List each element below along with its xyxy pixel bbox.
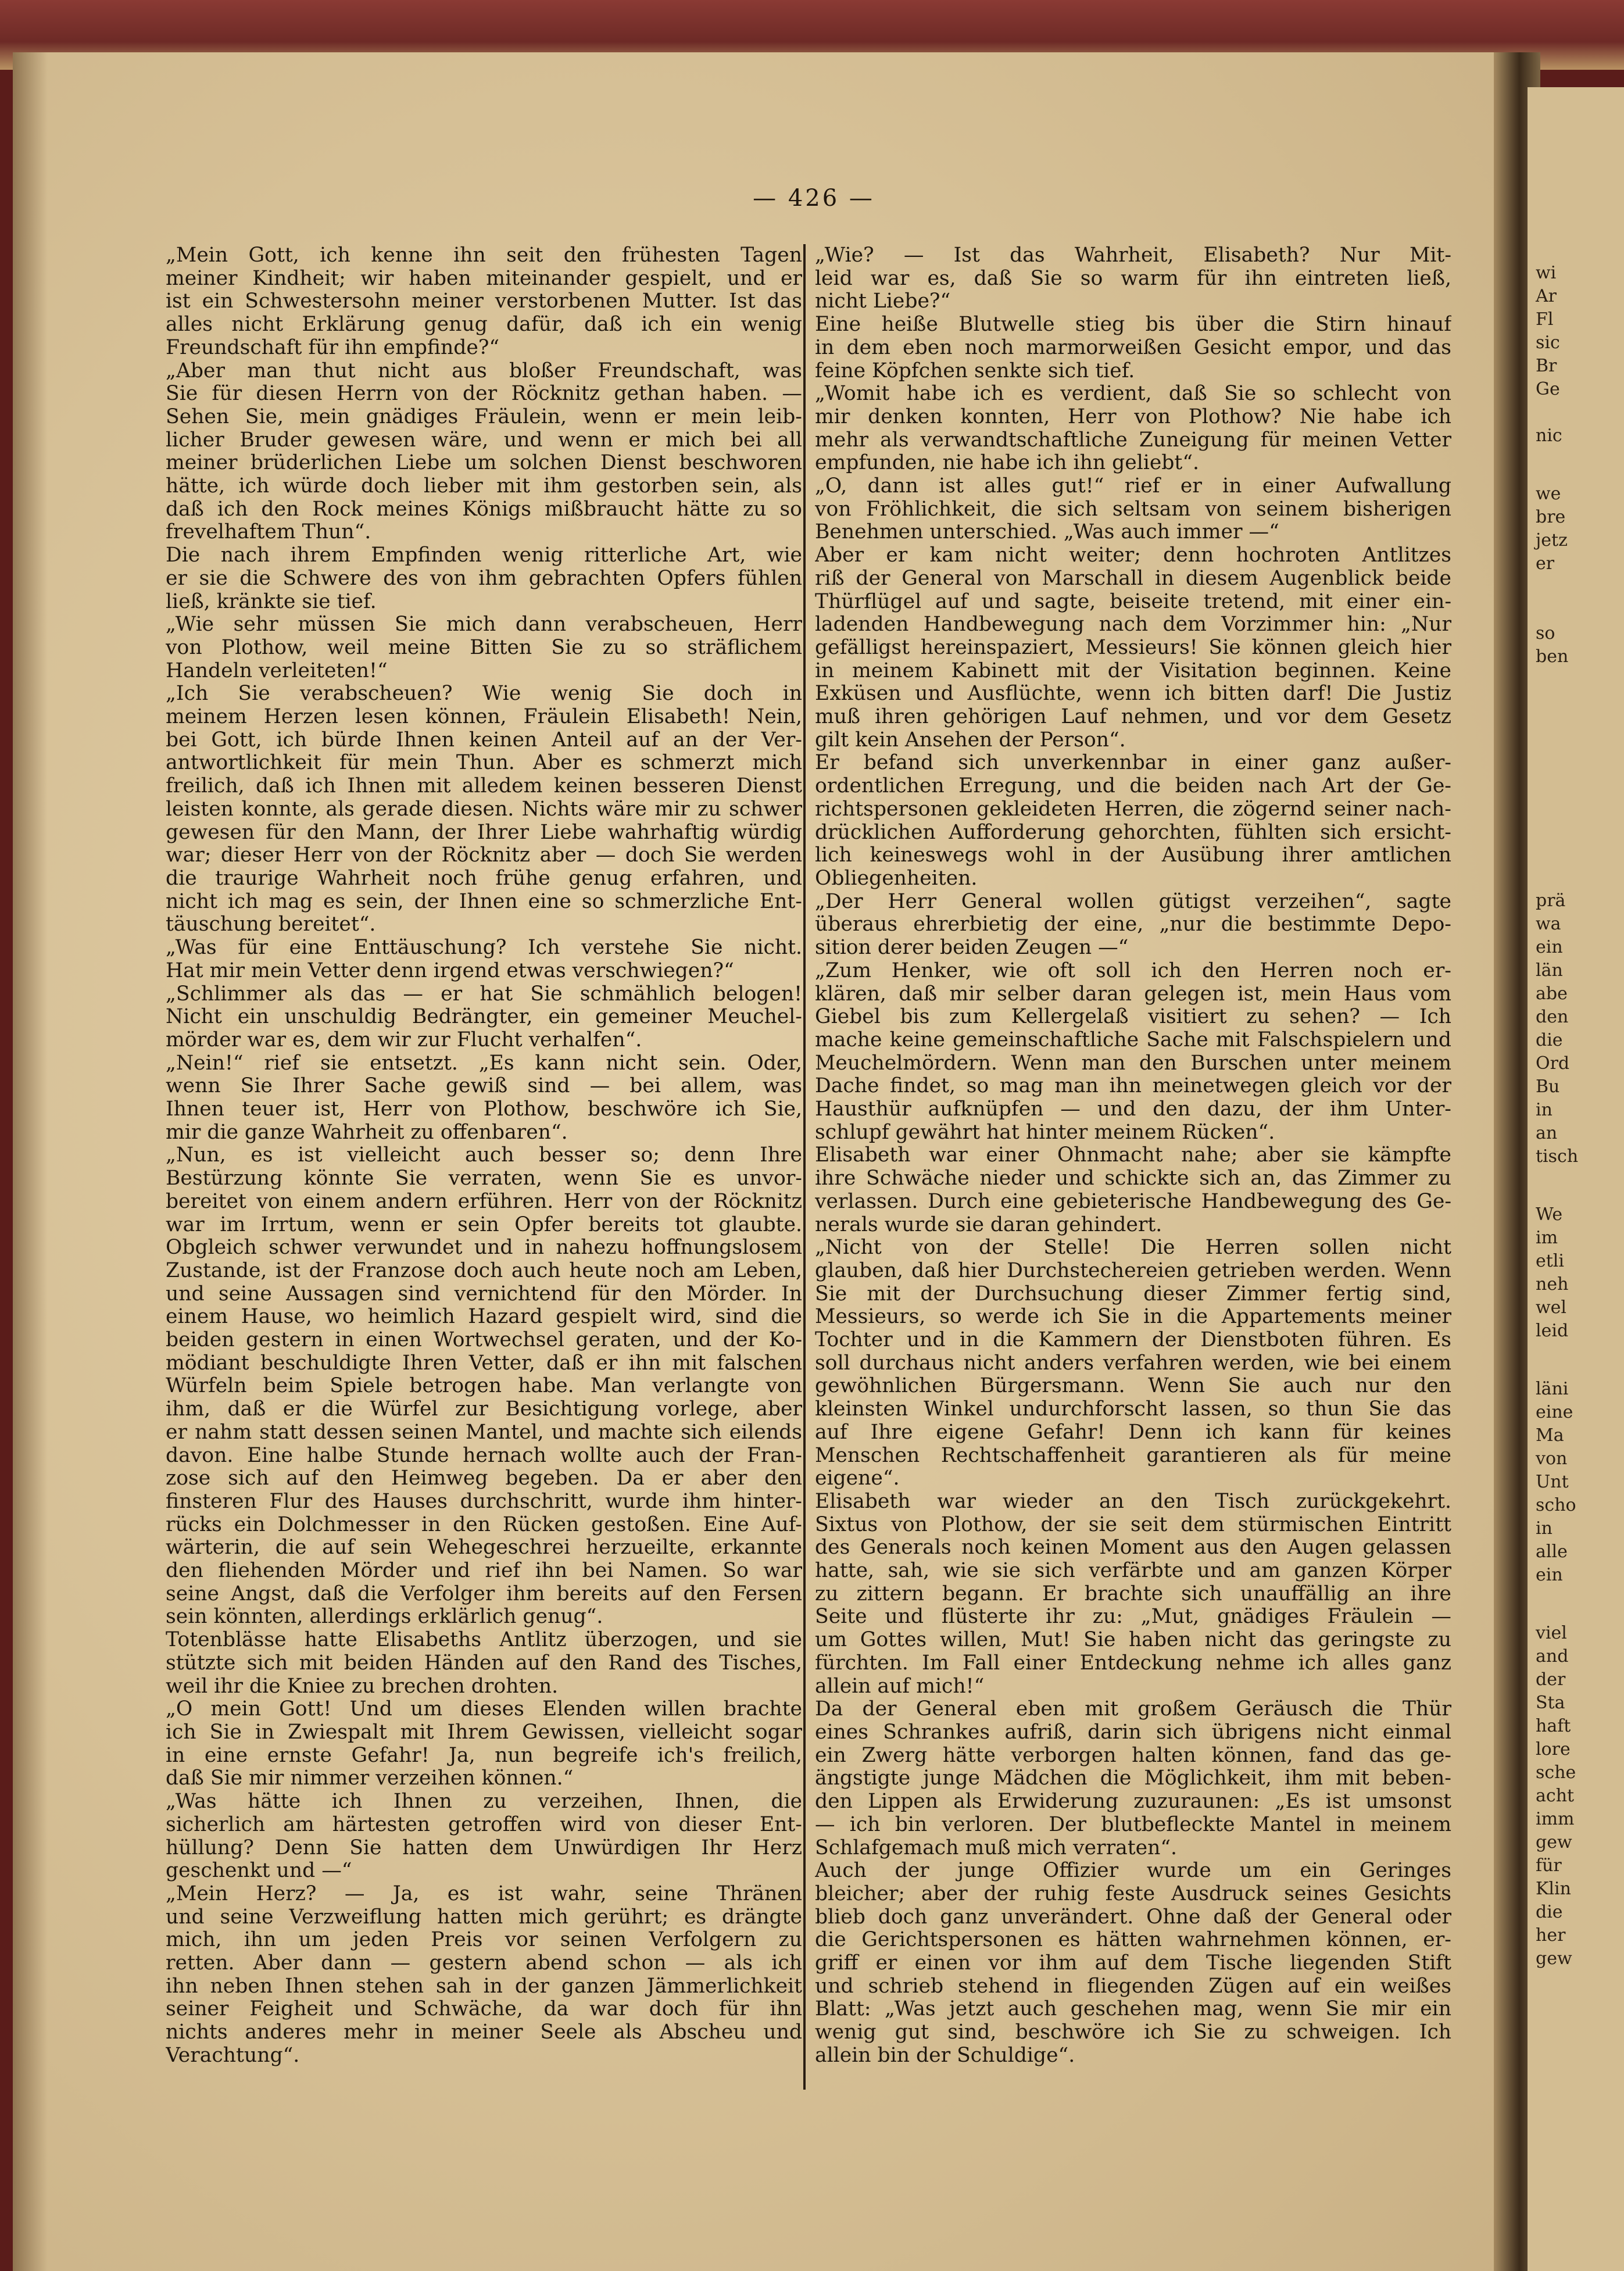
paragraph [166, 1629, 802, 1698]
text-line: licher Bruder gewesen wäre, und wenn er mich bei all [166, 428, 802, 452]
text-line: alles nicht Erklärung genug dafür, daß ich ein wenig [166, 313, 802, 337]
text-line: bei Gott, ich bürde Ihnen keinen Anteil auf an der Ver- [166, 728, 802, 752]
paragraph [166, 244, 802, 360]
text-line: sein könnten, allerdings erklärlich genug“. [166, 1605, 603, 1629]
text-line: ladenden Handbewegung nach dem Vorzimmer hin: „Nur [815, 613, 1451, 636]
text-line: Nicht ein unschuldig Bedrängter, ein gemeiner Meuchel- [166, 1006, 802, 1029]
text-line: Die nach ihrem Empfinden wenig ritterliche Art, wie [166, 544, 802, 567]
text-line: ein Zwerg hätte verborgen halten können, fand das ge- [815, 1744, 1451, 1767]
text-line: nicht ich mag es sein, der Ihnen eine so schmerzliche Ent- [166, 890, 802, 913]
paragraph [815, 960, 1451, 1145]
facing-page-edge [1528, 87, 1624, 2271]
edge-fragment: jetz [1536, 530, 1568, 550]
edge-fragment: Ge [1536, 379, 1560, 399]
edge-fragment: Fl [1536, 309, 1554, 330]
text-line: drücklichen Aufforderung gehorchten, fühlten sich ersicht- [815, 821, 1451, 844]
text-line: stützte sich mit beiden Händen auf den Rand des Tisches, [166, 1651, 802, 1675]
edge-fragment: den [1536, 1007, 1569, 1027]
paragraph [166, 1883, 802, 2068]
text-line: glauben, daß hier Durchstechereien getrieben werden. Wenn [815, 1259, 1451, 1282]
edge-fragment: die [1536, 1902, 1563, 1922]
text-line: Eine heiße Blutwelle stieg bis über die Stirn hinauf [815, 313, 1451, 337]
text-line: „Nicht von der Stelle! Die Herren sollen nicht [815, 1236, 1451, 1260]
text-line: soll durchaus nicht anders verfahren werden, wie bei einem [815, 1351, 1451, 1375]
edge-fragment: län [1536, 960, 1563, 981]
text-line: finsteren Flur des Hauses durchschritt, wurde ihm hinter- [166, 1490, 802, 1513]
edge-fragment: Sta [1536, 1693, 1565, 1713]
text-line: einem Hause, wo heimlich Hazard gespielt wird, sind die [166, 1306, 802, 1329]
paragraph [815, 544, 1451, 752]
edge-fragment: acht [1536, 1786, 1575, 1806]
text-line: des Generals noch keinen Moment aus den Augen gelassen [815, 1536, 1451, 1560]
text-line: Meuchelmördern. Wenn man den Burschen unter meinem [815, 1052, 1451, 1075]
text-line: Obgleich schwer verwundet und in nahezu hoffnungslosem [166, 1236, 802, 1260]
text-line: „O, dann ist alles gut!“ rief er in einer Aufwallung [815, 475, 1451, 498]
edge-fragment: wi [1536, 263, 1557, 283]
edge-fragment: nic [1536, 425, 1562, 446]
text-line: war im Irrtum, wenn er sein Opfer bereits tot glaubte. [166, 1213, 802, 1236]
edge-fragment: läni [1536, 1379, 1569, 1399]
paragraph [815, 1490, 1451, 1698]
text-line: Sixtus von Plothow, der sie seit dem stürmischen Eintritt [815, 1513, 1451, 1536]
text-line: Sie für diesen Herrn von der Röcknitz gethan haben. — [166, 382, 802, 406]
text-line: Zustande, ist der Franzose doch auch heute noch am Leben, [166, 1259, 802, 1282]
text-line: Elisabeth war wieder an den Tisch zurückgekehrt. [815, 1490, 1451, 1513]
text-line: Freundschaft für ihn empfinde?“ [166, 336, 500, 359]
text-line: Menschen Rechtschaffenheit garantieren als für meine [815, 1444, 1451, 1467]
text-line: „Der Herr General wollen gütigst verzeihen“, sagte [815, 890, 1451, 913]
text-line: überaus ehrerbietig der eine, „nur die bestimmte Depo- [815, 913, 1451, 936]
text-line: ihn neben Ihnen stehen sah in der ganzen Jämmerlichkeit [166, 1975, 802, 1998]
text-line: zu zittern begann. Er brachte sich unauffällig an ihre [815, 1582, 1451, 1605]
text-line: davon. Eine halbe Stunde hernach wollte auch der Fran- [166, 1444, 802, 1467]
paragraph [815, 244, 1451, 313]
edge-fragment: er [1536, 553, 1555, 574]
text-line: muß ihren gehörigen Lauf nehmen, und vor dem Gesetz [815, 706, 1451, 729]
paragraph [166, 682, 802, 936]
edge-fragment: wa [1536, 914, 1561, 934]
text-line: gewöhnlichen Bürgersmann. Wenn Sie auch nur den [815, 1375, 1451, 1398]
text-line: ängstigte junge Mädchen die Möglichkeit, ihm mit beben- [815, 1767, 1451, 1790]
text-line: allein auf mich!“ [815, 1675, 985, 1698]
text-line: Auch der junge Offizier wurde um ein Geringes [815, 1859, 1451, 1883]
paragraph [166, 544, 802, 613]
text-line: meiner Kindheit; wir haben miteinander gespielt, und er [166, 267, 802, 290]
text-line: „Schlimmer als das — er hat Sie schmählich belogen! [166, 982, 802, 1006]
text-line: Tochter und in die Kammern der Dienstboten führen. Es [815, 1329, 1451, 1352]
text-line: „Mein Herz? — Ja, es ist wahr, seine Thränen [166, 1882, 802, 1905]
text-line: in dem eben noch marmorweißen Gesicht empor, und das [815, 336, 1451, 359]
text-line: Sehen Sie, mein gnädiges Fräulein, wenn er mein leib- [166, 405, 802, 428]
text-line: weil ihr die Kniee zu brechen drohten. [166, 1675, 559, 1698]
text-line: nicht Liebe?“ [815, 290, 951, 313]
edge-fragment: so [1536, 623, 1555, 643]
edge-fragment: viel [1536, 1623, 1567, 1643]
paragraph [815, 313, 1451, 382]
paragraph [166, 1144, 802, 1629]
text-line: Thürflügel auf und sagte, beiseite tretend, mit einer ein- [815, 590, 1451, 613]
text-line: nerals wurde sie daran gehindert. [815, 1213, 1162, 1236]
text-line: mich, ihn um jeden Preis vor seinen Verfolgern zu [166, 1929, 802, 1952]
text-line: meiner brüderlichen Liebe um solchen Dienst beschworen [166, 452, 802, 475]
paragraph [815, 382, 1451, 475]
text-line: „Ich Sie verabscheuen? Wie wenig Sie doch in [166, 682, 802, 706]
text-line: „Was für eine Enttäuschung? Ich verstehe Sie nicht. [166, 936, 802, 960]
text-line: rücks ein Dolchmesser in den Rücken gestoßen. Eine Auf- [166, 1513, 802, 1536]
text-line: griff er einen vor ihm auf dem Tische liegenden Stift [815, 1952, 1451, 1975]
text-line: die traurige Wahrheit noch frühe genug erfahren, und [166, 867, 802, 890]
edge-fragment: gew [1536, 1832, 1572, 1852]
paragraph [815, 1859, 1451, 2067]
text-line: täuschung bereitet“. [166, 913, 376, 936]
text-line: Ihnen teuer ist, Herr von Plothow, beschwöre ich Sie, [166, 1098, 802, 1121]
text-line: „Nun, es ist vielleicht auch besser so; denn Ihre [166, 1144, 802, 1167]
text-line: gefälligst hereinspaziert, Messieurs! Sie können gleich hier [815, 636, 1451, 659]
text-line: ist ein Schwestersohn meiner verstorbenen Mutter. Ist das [166, 290, 802, 313]
text-line: „Aber man thut nicht aus bloßer Freundschaft, was [166, 359, 802, 382]
left-text-column [166, 244, 802, 2068]
text-line: ihm, daß er die Würfel zur Besichtigung vorlege, aber [166, 1398, 802, 1421]
text-line: leid war es, daß Sie so warm für ihn eintreten ließ, [815, 267, 1451, 290]
paragraph [815, 1698, 1451, 1859]
text-line: Hausthür aufknüpfen — und den dazu, der ihm Unter- [815, 1098, 1451, 1121]
paragraph [166, 1052, 802, 1145]
text-line: wenn Sie Ihrer Sache gewiß sind — bei allem, was [166, 1075, 802, 1098]
column-divider [803, 244, 806, 2090]
text-line: „Was hätte ich Ihnen zu verzeihen, Ihnen, die [166, 1790, 802, 1814]
text-line: Obliegenheiten. [815, 867, 978, 890]
text-line: mehr als verwandtschaftliche Zuneigung für meinen Vetter [815, 428, 1451, 452]
text-line: riß der General von Marschall in diesem Augenblick beide [815, 567, 1451, 590]
text-line: Aber er kam nicht weiter; denn hochroten Antlitzes [815, 544, 1451, 567]
paragraph [815, 890, 1451, 960]
text-line: gilt kein Ansehen der Person“. [815, 728, 1126, 752]
text-line: Exküsen und Ausflüchte, wenn ich bitten darf! Die Justiz [815, 682, 1451, 706]
text-line: lich keineswegs wohl in der Ausübung ihrer amtlichen [815, 844, 1451, 867]
text-line: „Wie sehr müssen Sie mich dann verabscheuen, Herr [166, 613, 802, 636]
edge-fragment: and [1536, 1646, 1569, 1666]
text-line: er sie die Schwere des von ihm gebrachten Opfers fühlen [166, 567, 802, 590]
text-line: beiden gestern in einen Wortwechsel geraten, und der Ko- [166, 1329, 802, 1352]
edge-fragment: von [1536, 1449, 1568, 1469]
text-line: schlupf gewährt hat hinter meinem Rücken“. [815, 1121, 1275, 1144]
text-line: Bestürzung könnte Sie verraten, wenn Sie es unvor- [166, 1167, 802, 1190]
text-line: „Mein Gott, ich kenne ihn seit den frühesten Tagen [166, 244, 802, 267]
edge-fragment: Unt [1536, 1472, 1569, 1492]
paragraph [815, 1144, 1451, 1236]
text-line: retten. Aber dann — gestern abend schon — als ich [166, 1952, 802, 1975]
text-line: leisten konnte, als gerade diesen. Nichts wäre mir zu schwer [166, 797, 802, 821]
paragraph [166, 983, 802, 1052]
text-line: sition derer beiden Zeugen —“ [815, 936, 1129, 960]
text-line: mir denken konnten, Herr von Plothow? Nie habe ich [815, 405, 1451, 428]
text-line: in meinem Kabinett mit der Visitation beginnen. Keine [815, 659, 1451, 682]
edge-fragment: tisch [1536, 1146, 1579, 1167]
edge-fragment: haft [1536, 1716, 1571, 1736]
text-line: — ich bin verloren. Der blutbefleckte Mantel in meinem [815, 1813, 1451, 1836]
edge-fragment: gew [1536, 1948, 1572, 1969]
text-line: Giebel bis zum Kellergelaß visitiert zu sehen? — Ich [815, 1006, 1451, 1029]
text-line: feine Köpfchen senkte sich tief. [815, 359, 1135, 382]
text-line: Würfeln beim Spiele betrogen habe. Man verlangte von [166, 1375, 802, 1398]
paragraph [166, 613, 802, 682]
text-line: daß Sie mir nimmer verzeihen können.“ [166, 1767, 574, 1790]
text-line: Dache findet, so mag man ihn meinetwegen gleich vor der [815, 1075, 1451, 1098]
text-line: Sie mit der Durchsuchung dieser Zimmer fertig sind, [815, 1282, 1451, 1306]
text-line: zose sich auf den Heimweg begeben. Da er aber den [166, 1467, 802, 1490]
paragraph [166, 1698, 802, 1790]
text-line: eines Schrankes aufriß, darin sich übrigens nicht einmal [815, 1721, 1451, 1744]
text-line: „Zum Henker, wie oft soll ich den Herren noch er- [815, 959, 1451, 982]
paragraph [166, 360, 802, 545]
text-line: bleicher; aber der ruhig feste Ausdruck seines Gesichts [815, 1882, 1451, 1905]
text-line: blieb doch ganz unverändert. Ohne daß der General oder [815, 1905, 1451, 1929]
text-line: mörder war es, dem wir zur Flucht verhalfen“. [166, 1028, 642, 1052]
text-line: Da der General eben mit großem Geräusch die Thür [815, 1698, 1451, 1721]
edge-fragment: wel [1536, 1297, 1567, 1318]
text-line: hätte, ich würde doch lieber mit ihm gestorben sein, als [166, 475, 802, 498]
text-line: mödiant beschuldigte Ihren Vetter, daß er ihn mit falschen [166, 1351, 802, 1375]
edge-fragment: sche [1536, 1762, 1576, 1783]
text-line: ich Sie in Zwiespalt mit Ihrem Gewissen, vielleicht sogar [166, 1721, 802, 1744]
text-line: gewesen für den Mann, der Ihrer Liebe wahrhaftig würdig [166, 821, 802, 844]
text-line: allein bin der Schuldige“. [815, 2044, 1075, 2067]
text-line: daß ich den Rock meines Königs mißbraucht hätte zu so [166, 498, 802, 521]
edge-fragment: sic [1536, 332, 1560, 353]
text-line: freilich, daß ich Ihnen mit alledem keinen besseren Dienst [166, 775, 802, 798]
edge-fragment: we [1536, 484, 1561, 504]
text-line: verlassen. Durch eine gebieterische Handbewegung des Ge- [815, 1190, 1451, 1213]
text-line: die Gerichtspersonen es hätten wahrnehmen können, er- [815, 1929, 1451, 1952]
text-line: Benehmen unterschied. „Was auch immer —“ [815, 521, 1279, 544]
edge-fragment: Br [1536, 356, 1557, 376]
text-line: antwortlichkeit für mein Thun. Aber es schmerzt mich [166, 752, 802, 775]
text-line: Elisabeth war einer Ohnmacht nahe; aber sie kämpfte [815, 1144, 1451, 1167]
edge-fragment: abe [1536, 983, 1568, 1004]
text-line: in eine ernste Gefahr! Ja, nun begreife ich's freilich, [166, 1744, 802, 1767]
text-line: mir die ganze Wahrheit zu offenbaren“. [166, 1121, 568, 1144]
text-line: ihre Schwäche nieder und schickte sich an, das Zimmer zu [815, 1167, 1451, 1190]
text-line: war; dieser Herr von der Röcknitz aber — doch Sie werden [166, 844, 802, 867]
text-line: „O mein Gott! Und um dieses Elenden willen brachte [166, 1698, 802, 1721]
text-line: um Gottes willen, Mut! Sie haben nicht das geringste zu [815, 1629, 1451, 1652]
paragraph [166, 936, 802, 982]
text-line: „Wie? — Ist das Wahrheit, Elisabeth? Nur Mit- [815, 244, 1451, 267]
text-line: „Nein!“ rief sie entsetzt. „Es kann nicht sein. Oder, [166, 1052, 802, 1075]
text-line: frevelhaftem Thun“. [166, 521, 371, 544]
text-line: Hat mir mein Vetter denn irgend etwas verschwiegen?“ [166, 959, 734, 982]
paragraph [815, 475, 1451, 544]
edge-fragment: alle [1536, 1542, 1568, 1562]
text-line: mache keine gemeinschaftliche Sache mit Falschspielern und [815, 1028, 1451, 1052]
text-line: auf Ihre eigene Gefahr! Denn ich kann für keines [815, 1421, 1451, 1444]
text-line: richtspersonen gekleideten Herren, die zögernd seiner nach- [815, 797, 1451, 821]
text-line: von Fröhlichkeit, die sich seltsam von seinem bisherigen [815, 498, 1451, 521]
text-line: den Lippen als Erwiderung zuzuraunen: „Es ist umsonst [815, 1790, 1451, 1814]
edge-fragment: etli [1536, 1251, 1564, 1271]
text-line: seine Angst, daß die Verfolger ihm bereits auf den Fersen [166, 1582, 802, 1605]
text-line: hatte, sah, wie sie sich verfärbte und am ganzen Körper [815, 1560, 1451, 1583]
edge-fragment: ein [1536, 1565, 1563, 1585]
text-line: Blatt: „Was jetzt auch geschehen mag, wenn Sie mir ein [815, 1998, 1451, 2021]
text-line: Er befand sich unverkennbar in einer ganz außer- [815, 752, 1451, 775]
text-line: und schrieb stehend in fliegenden Zügen auf ein weißes [815, 1975, 1451, 1998]
text-line: den fliehenden Mörder und rief ihn bei Namen. So war [166, 1560, 802, 1583]
text-line: wenig gut sind, beschwöre ich Sie zu schweigen. Ich [815, 2021, 1451, 2044]
text-line: fürchten. Im Fall einer Entdeckung nehme ich alles ganz [815, 1651, 1451, 1675]
edge-fragment: für [1536, 1855, 1562, 1876]
text-line: „Womit habe ich es verdient, daß Sie so schlecht von [815, 382, 1451, 406]
text-line: Seite und flüsterte ihr zu: „Mut, gnädiges Fräulein — [815, 1605, 1451, 1629]
text-line: kleinsten Winkel undurchforscht lassen, so thun Sie das [815, 1398, 1451, 1421]
text-line: hüllung? Denn Sie hatten dem Unwürdigen Ihr Herz [166, 1836, 802, 1859]
edge-fragment: Ord [1536, 1053, 1570, 1074]
text-line: sicherlich am härtesten getroffen wird von dieser Ent- [166, 1813, 802, 1836]
text-line: ließ, kränkte sie tief. [166, 590, 377, 613]
edge-fragment: prä [1536, 890, 1566, 911]
page-shadow [13, 52, 48, 2271]
edge-fragment: bre [1536, 507, 1566, 527]
text-line: und seine Aussagen sind vernichtend für den Mörder. In [166, 1282, 802, 1306]
text-line: von Plothow, weil meine Bitten Sie zu so sträflichem [166, 636, 802, 659]
text-line: Messieurs, so werde ich Sie in die Appartements meiner [815, 1306, 1451, 1329]
edge-fragment: an [1536, 1123, 1558, 1143]
edge-fragment: scho [1536, 1495, 1576, 1515]
edge-fragment: ein [1536, 937, 1563, 957]
paragraph [815, 1236, 1451, 1490]
edge-fragment: in [1536, 1518, 1553, 1539]
text-line: nichts anderes mehr in meiner Seele als Abscheu und [166, 2021, 802, 2044]
text-line: Verachtung“. [166, 2044, 300, 2067]
text-line: und seine Verzweiflung hatten mich gerührt; es drängte [166, 1905, 802, 1929]
right-text-column [815, 244, 1451, 2068]
edge-fragment: der [1536, 1669, 1566, 1690]
text-line: Totenblässe hatte Elisabeths Antlitz überzogen, und sie [166, 1629, 802, 1652]
text-line: Schlafgemach muß mich verraten“. [815, 1836, 1178, 1859]
text-line: seiner Feigheit und Schwäche, da war doch für ihn [166, 1998, 802, 2021]
edge-fragment: lore [1536, 1739, 1571, 1759]
edge-fragment: her [1536, 1925, 1566, 1945]
text-line: empfunden, nie habe ich ihn geliebt“. [815, 452, 1199, 475]
edge-fragment: Ma [1536, 1425, 1564, 1446]
text-line: eigene“. [815, 1467, 900, 1490]
text-line: Handeln verleiteten!“ [166, 659, 388, 682]
edge-fragment: die [1536, 1030, 1563, 1050]
edge-fragment: ben [1536, 646, 1569, 667]
edge-fragment: in [1536, 1100, 1553, 1120]
page-number: — 426 — [753, 185, 875, 212]
text-line: wärterin, die auf sein Wehegeschrei herzueilte, erkannte [166, 1536, 802, 1560]
edge-fragment: imm [1536, 1809, 1575, 1829]
text-line: geschenkt und —“ [166, 1859, 352, 1883]
edge-fragment: im [1536, 1228, 1558, 1248]
text-line: klären, daß mir selber daran gelegen ist, mein Haus vom [815, 982, 1451, 1006]
edge-fragment: leid [1536, 1321, 1569, 1341]
text-line: ordentlichen Erregung, und die beiden nach Art der Ge- [815, 775, 1451, 798]
text-line: meinem Herzen lesen können, Fräulein Elisabeth! Nein, [166, 706, 802, 729]
paragraph [166, 1790, 802, 1883]
text-line: bereitet von einem andern erführen. Herr von der Röcknitz [166, 1190, 802, 1213]
edge-fragment: Klin [1536, 1879, 1571, 1899]
edge-fragment: Ar [1536, 286, 1557, 306]
paragraph [815, 752, 1451, 890]
edge-fragment: eine [1536, 1402, 1573, 1422]
edge-fragment: neh [1536, 1274, 1569, 1294]
edge-fragment: We [1536, 1204, 1563, 1225]
text-line: er nahm statt dessen seinen Mantel, und machte sich eilends [166, 1421, 802, 1444]
edge-fragment: Bu [1536, 1077, 1560, 1097]
